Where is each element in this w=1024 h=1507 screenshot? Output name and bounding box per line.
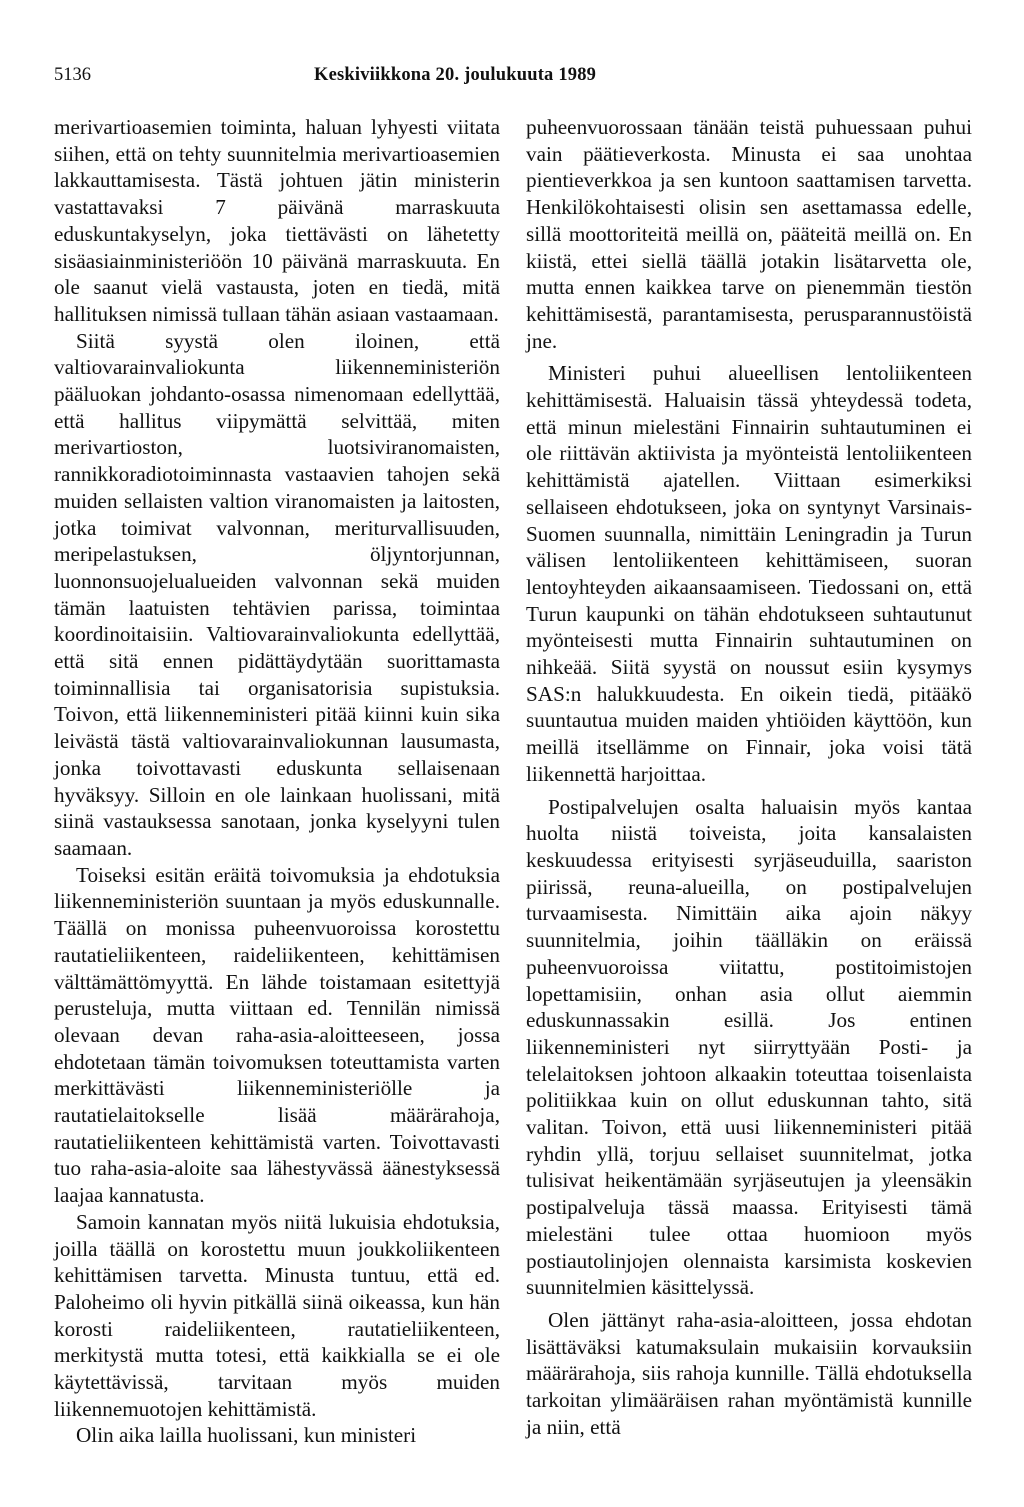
page-header (54, 60, 982, 90)
paragraph: Ministeri puhui alueellisen lentoliikenteen kehittämisestä. Haluaisin tässä yhteydessä todeta, että minun mielestäni Finnairin suhtautuminen ei ole riittävän aktiivista ja myönteistä lentoliikenteen kehittämistä ajatellen. Viittaan esimerkiksi sellaiseen ehdotukseen, joka on syntynyt Varsinais-Suomen suunnalla, nimittäin Leningradin ja Turun välisen lentoliikenteen kehittämiseen, suoran lentoyhteyden aikaansaamiseen. Tiedossani on, että Turun kaupunki on tähän ehdotukseen suhtautunut myönteisesti mutta Finnairin suhtautuminen on nihkeää. Siitä syystä on noussut esiin kysymys SAS:n halukkuudesta. En oikein tiedä, pitääkö suuntautua muiden maiden yhtiöiden käyttöön, kun meillä itsellämme on Finnair, joka voisi tätä liikennettä harjoittaa. (526, 361, 972, 786)
page-date-heading: Keskiviikkona 20. joulukuuta 1989 (314, 65, 597, 85)
paragraph: Postipalvelujen osalta haluaisin myös kantaa huolta niistä toiveista, joita kansalaisten keskuudessa erityisesti syrjäseuduilla, saariston piirissä, reuna-alueilla, on postipalvelujen turvaamisesta. Nimittäin aika ajoin näkyy suunnitelmia, joihin täälläkin on eräissä puheenvuoroissa viitattu, postitoimistojen lopettamisiin, onhan asia ollut aiemmin eduskunnassakin esillä. Jos entinen liikenneministeri nyt siirryttyään Posti- ja telelaitoksen johtoon alkaakin toteuttaa toisenlaista politiikkaa kuin on ollut eduskunnan tahto, sitä valitan. Toivon, että uusi liikenneministeri pitää ryhdin yllä, torjuu sellaiset suunnitelmat, jotka tulisivat heikentämään syrjäseutujen ja yleensäkin postipalveluja tässä maassa. Erityisesti tämä mielestäni tulee ottaa huomioon myös postiautolinjojen olennaista karsimista koskevien suunnitelmien käsittelyssä. (526, 794, 972, 1300)
left-text-column (54, 114, 500, 1449)
paragraph: Toiseksi esitän eräitä toivomuksia ja ehdotuksia liikenneministeriön suuntaan ja myös eduskunnalle. Täällä on monissa puheenvuoroissa korostettu rautatieliikenteen, raideliikenteen, kehittämisen välttämättömyyttä. En lähde toistamaan esitettyjä perusteluja, mutta viittaan ed. Tennilän nimissä olevaan devan raha-asia-aloitteeseen, jossa ehdotetaan tämän toivomuksen toteuttamista varten merkittävästi liikenneministeriölle ja rautatielaitokselle lisää määrärahoja, rautatieliikenteen kehittämistä varten. Toivottavasti tuo raha-asia-aloite saa lähestyvässä äänestyksessä laajaa kannatusta. (54, 862, 500, 1208)
paragraph: merivartioasemien toiminta, haluan lyhyesti viitata siihen, että on tehty suunnitelmia merivartioasemien lakkauttamisesta. Tästä johtuen jätin ministerin vastattavaksi 7 päivänä marraskuuta eduskuntakyselyn, joka tiettävästi on lähetetty sisäasiainministeriöön 10 päivänä marraskuuta. En ole saanut vielä vastausta, joten en tiedä, mitä hallituksen nimissä tullaan tähän asiaan vastaamaan. (54, 115, 500, 326)
paragraph: puheenvuorossaan tänään teistä puhuessaan puhui vain päätieverkosta. Minusta ei saa unohtaa pientieverkkoa ja sen kuntoon saattamisen tarvetta. Henkilökohtaisesti olisin sen asettamassa edelle, sillä moottoriteitä meillä on, pääteitä meillä on. En kiistä, ettei siellä täällä jotakin lisätarvetta ole, mutta ennen kaikkea tarve on pienemmän tiestön kehittämisestä, parantamisesta, perusparannustöistä jne. (526, 115, 972, 353)
paragraph: Siitä syystä olen iloinen, että valtiovarainvaliokunta liikenneministeriön pääluokan johdanto-osassa nimenomaan edellyttää, että hallitus viipymättä selvittää, miten merivartioston, luotsiviranomaisten, rannikkoradiotoiminnasta vastaavien tahojen sekä muiden sellaisten valtion viranomaisten ja laitosten, jotka toimivat valvonnan, meriturvallisuuden, meripelastuksen, öljyntorjunnan, luonnonsuojelualueiden valvonnan sekä muiden tämän laatuisten tehtävien parissa, toimintaa koordinoitaisiin. Valtiovarainvaliokunta edellyttää, että sitä ennen pidättäydytään suorittamasta toiminnallisia tai organisatorisia supistuksia. Toivon, että liikenneministeri pitää kiinni kuin sika leivästä tästä valtiovarainvaliokunnan lausumasta, jonka toivottavasti eduskunta sellaisenaan hyväksyy. Silloin en ole lainkaan huolissani, mitä siinä vastauksessa sanotaan, jonka kyselyyni tulen saamaan. (54, 328, 500, 860)
right-text-column (526, 114, 972, 1440)
paragraph: Olen jättänyt raha-asia-aloitteen, jossa ehdotan lisättäväksi katumaksulain mukaisiin korvauksiin määrärahoja, siis rahoja kunnille. Tällä ehdotuksella tarkoitan ylimääräisen rahan myöntämistä kunnille ja niin, että (526, 1307, 972, 1439)
paragraph: Olin aika lailla huolissani, kun ministeri (76, 1423, 417, 1448)
page-number: 5136 (54, 65, 91, 85)
paragraph: Samoin kannatan myös niitä lukuisia ehdotuksia, joilla täällä on korostettu muun joukkoliikenteen kehittämisen tarvetta. Minusta tuntuu, että ed. Paloheimo oli hyvin pitkällä siinä oikeassa, kun hän korosti raideliikenteen, rautatieliikenteen, merkitystä mutta totesi, että kaikkialla se ei ole käytettävissä, tarvitaan myös muiden liikennemuotojen kehittämistä. (54, 1209, 500, 1421)
